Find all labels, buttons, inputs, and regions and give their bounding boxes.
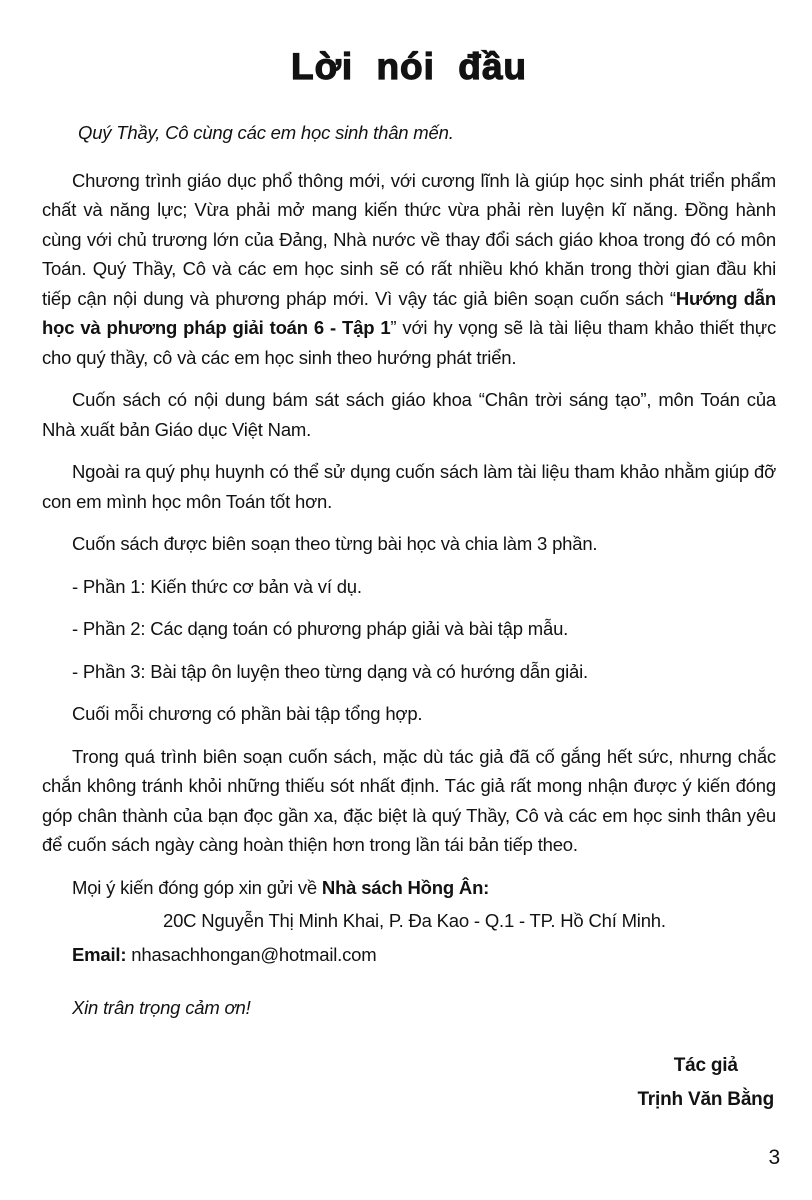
paragraph-curriculum: Cuốn sách có nội dung bám sát sách giáo khoa “Chân trời sáng tạo”, môn Toán của Nhà xuất bản Giáo dục Việt Nam.	[42, 389, 776, 440]
contact-intro-text: Mọi ý kiến đóng góp xin gửi về	[72, 876, 322, 898]
paragraph-intro-text-2: ” với hy vọng sẽ là tài liệu tham khảo thiết thực cho quý thầy, cô và các em học sinh theo hướng phát triển.	[42, 317, 776, 368]
signature-block	[42, 1049, 776, 1117]
email-label: Email:	[72, 943, 127, 965]
signature-inner	[637, 1049, 774, 1117]
email-line	[42, 940, 776, 970]
paragraph-apology: Trong quá trình biên soạn cuốn sách, mặc dù tác giả đã cố gắng hết sức, nhưng chắc chắn không tránh khỏi những thiếu sót nhất định. Tác giả rất mong nhận được ý kiến đóng góp chân thành của bạn đọc gần xa, đặc biệt là quý Thầy, Cô và các em học sinh thân yêu để cuốn sách ngày càng hoàn thiện hơn trong lần tái bản tiếp theo.	[42, 745, 776, 855]
paragraph-chapter-note: Cuối mỗi chương có phần bài tập tổng hợp.	[72, 703, 423, 724]
list-item-part-1: - Phần 1: Kiến thức cơ bản và ví dụ.	[72, 575, 362, 597]
signature-role: Tác giả	[673, 1054, 738, 1076]
book-title-text: Hướng dẫn học và phương pháp giải toán 6 - Tập 1	[42, 287, 776, 338]
bookstore-address: 20C Nguyễn Thị Minh Khai, P. Đa Kao - Q.1 - TP. Hồ Chí Minh.	[163, 910, 666, 931]
thanks-line: Xin trân trọng cảm ơn!	[72, 997, 251, 1018]
paragraph-intro	[42, 166, 776, 373]
list-item-part-2: - Phần 2: Các dạng toán có phương pháp giải và bài tập mẫu.	[72, 618, 569, 639]
page-number: 3	[768, 1146, 780, 1169]
list-item-part-3: - Phần 3: Bài tập ôn luyện theo từng dạng và có hướng dẫn giải.	[72, 660, 588, 682]
greeting-line: Quý Thầy, Cô cùng các em học sinh thân mến.	[78, 122, 454, 143]
paragraph-structure: Cuốn sách được biên soạn theo từng bài học và chia làm 3 phần.	[72, 533, 598, 554]
signature-name: Trịnh Văn Bằng	[637, 1088, 774, 1110]
bookstore-name: Nhà sách Hồng Ân:	[321, 876, 490, 898]
paragraph-intro-text-1: Chương trình giáo dục phổ thông mới, với cương lĩnh là giúp học sinh phát triển phẩm chất và năng lực; Vừa phải mở mang kiến thức vừa phải rèn luyện kĩ năng. Đồng hành cùng với chủ trương lớn của Đảng, Nhà nước về thay đổi sách giáo khoa trong đó có môn Toán. Quý Thầy, Cô và các em học sinh sẽ có rất nhiều khó khăn trong thời gian đầu khi tiếp cận nội dung và phương pháp mới. Vì vậy tác giả biên soạn cuốn sách “	[42, 169, 776, 309]
paragraph-parents: Ngoài ra quý phụ huynh có thể sử dụng cuốn sách làm tài liệu tham khảo nhằm giúp đỡ con em mình học môn Toán tốt hơn.	[42, 461, 776, 512]
contact-intro-line	[42, 873, 776, 903]
email-value: nhasachhongan@hotmail.com	[126, 943, 377, 965]
page-title: Lời nói đầu	[290, 46, 527, 87]
